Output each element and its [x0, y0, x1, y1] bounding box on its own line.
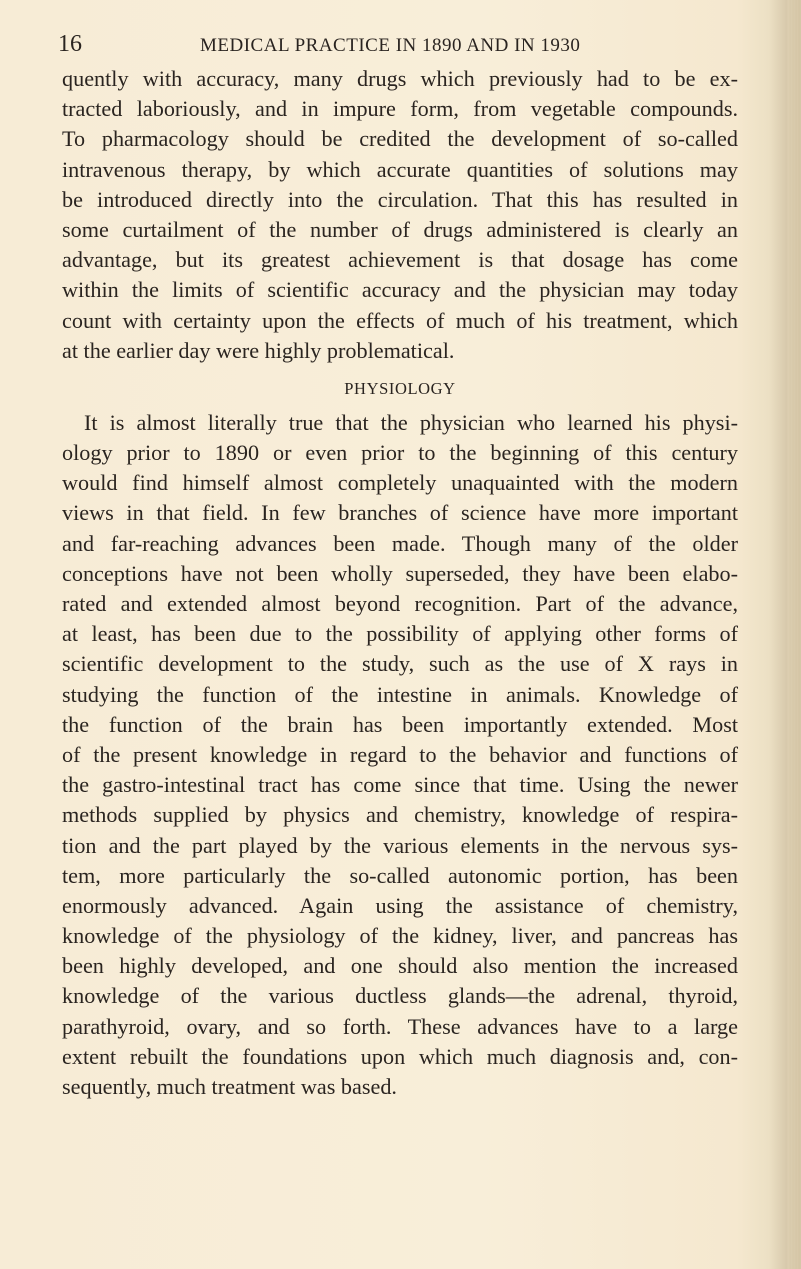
- text-line: within the limits of scientific accuracy and the physician may today: [62, 277, 738, 303]
- text-line: some curtailment of the number of drugs administered is clearly an: [62, 216, 738, 242]
- page-edge: [787, 0, 801, 1269]
- text-line: tem, more particularly the so-called autonomic portion, has been: [62, 862, 738, 888]
- text-line: the function of the brain has been importantly extended. Most: [62, 711, 738, 737]
- text-line: tracted laboriously, and in impure form, from vegetable compounds.: [62, 96, 738, 122]
- text-line: sequently, much treatment was based.: [62, 1074, 397, 1099]
- text-line: count with certainty upon the effects of much of his treatment, which: [62, 307, 738, 333]
- text-line: the gastro-intestinal tract has come since that time. Using the newer: [62, 772, 738, 798]
- text-line: quently with accuracy, many drugs which previously had to be ex-: [62, 66, 738, 91]
- text-line: To pharmacology should be credited the development of so-called: [62, 126, 738, 152]
- text-line: extent rebuilt the foundations upon which much diagnosis and, con-: [62, 1043, 738, 1069]
- body-text: [62, 64, 738, 1102]
- text-line: views in that field. In few branches of science have more important: [62, 500, 738, 526]
- text-line: of the present knowledge in regard to the behavior and functions of: [62, 741, 738, 767]
- text-line: scientific development to the study, such as the use of X rays in: [62, 651, 738, 677]
- page-number: 16: [58, 31, 82, 57]
- text-line: ology prior to 1890 or even prior to the beginning of this century: [62, 440, 738, 466]
- text-line: tion and the part played by the various elements in the nervous sys-: [62, 832, 738, 858]
- text-line: be introduced directly into the circulation. That this has resulted in: [62, 186, 738, 212]
- paragraph-physiology: [62, 408, 738, 1102]
- text-line: at the earlier day were highly problematical.: [62, 337, 455, 363]
- text-line: and far-reaching advances been made. Though many of the older: [62, 530, 738, 556]
- text-line: rated and extended almost beyond recognition. Part of the advance,: [62, 591, 738, 616]
- text-line: knowledge of the various ductless glands—the adrenal, thyroid,: [62, 983, 738, 1009]
- text-line: methods supplied by physics and chemistry, knowledge of respira-: [62, 802, 738, 828]
- running-head: [58, 29, 738, 59]
- text-line: would find himself almost completely unaquainted with the modern: [62, 470, 738, 496]
- paragraph-pharmacology-continued: [62, 64, 738, 366]
- text-line: at least, has been due to the possibility of applying other forms of: [62, 621, 738, 647]
- text-line: conceptions have not been wholly superseded, they have been elabo-: [62, 560, 738, 586]
- text-line: studying the function of the intestine in animals. Knowledge of: [62, 681, 738, 707]
- section-heading: PHYSIOLOGY: [344, 378, 456, 398]
- text-line: It is almost literally true that the physician who learned his physi-: [84, 409, 738, 435]
- text-line: knowledge of the physiology of the kidney, liver, and pancreas has: [62, 923, 738, 949]
- text-line: parathyroid, ovary, and so forth. These advances have to a large: [62, 1013, 738, 1039]
- text-line: been highly developed, and one should also mention the increased: [62, 953, 738, 979]
- running-title: MEDICAL PRACTICE IN 1890 AND IN 1930: [200, 35, 581, 56]
- text-line: advantage, but its greatest achievement is that dosage has come: [62, 247, 738, 273]
- text-line: intravenous therapy, by which accurate quantities of solutions may: [62, 156, 738, 182]
- text-line: enormously advanced. Again using the assistance of chemistry,: [62, 892, 738, 918]
